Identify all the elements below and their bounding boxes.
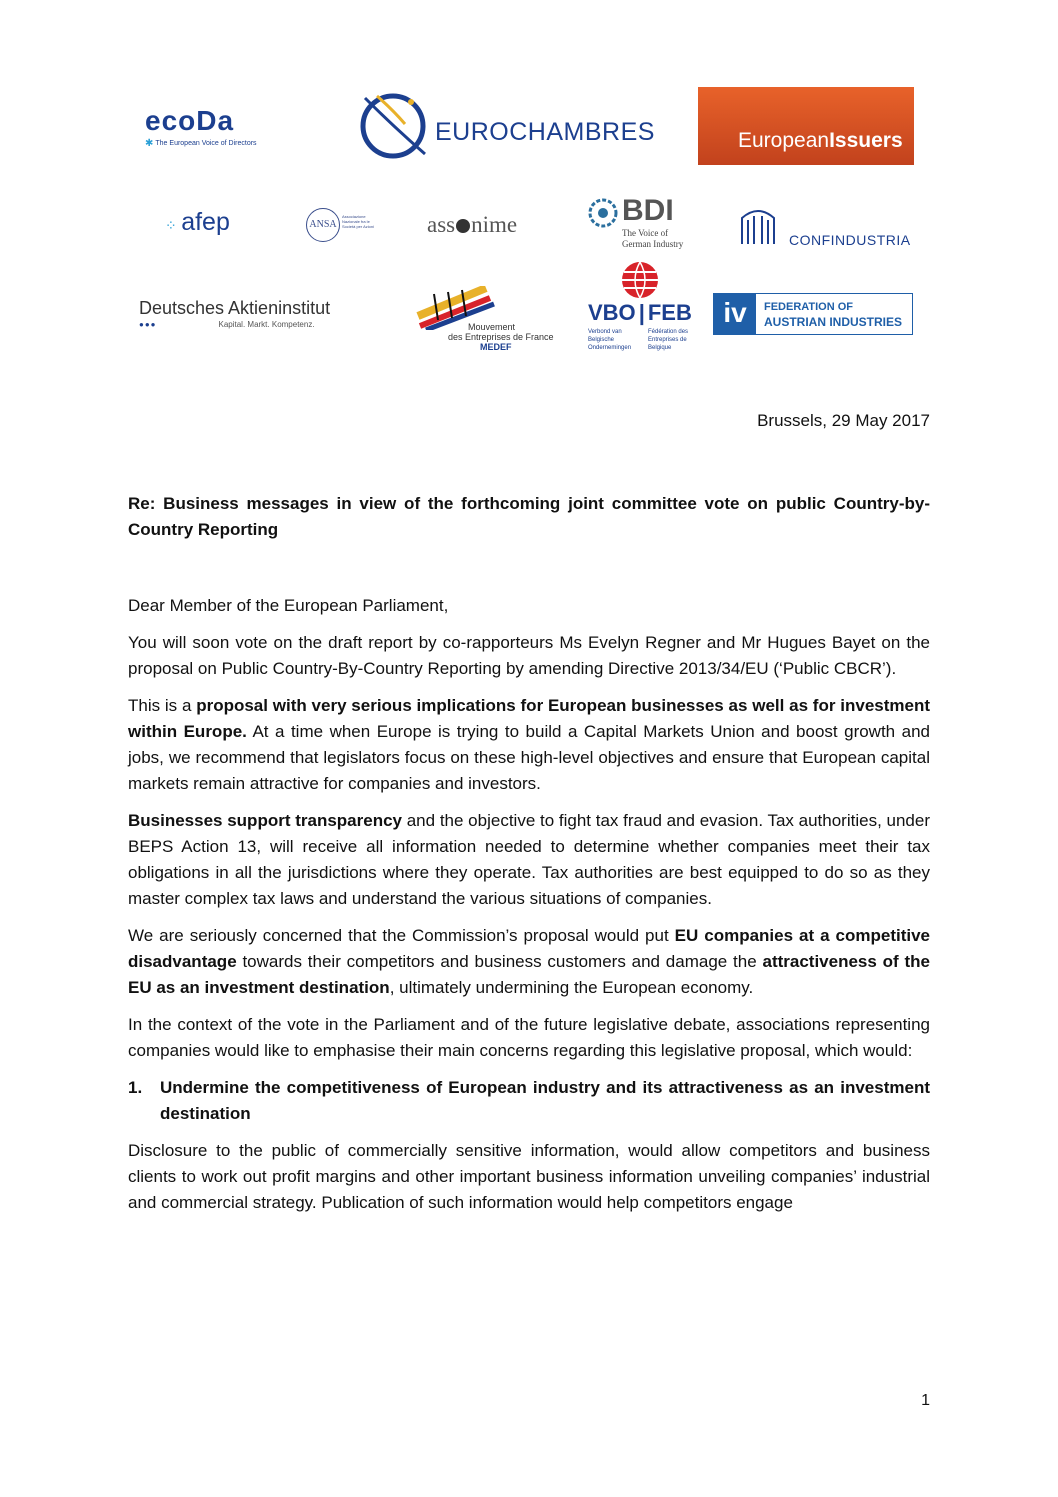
p4-text-c: towards their competitors and business customers and damage the: [236, 952, 763, 971]
iv-line1: FEDERATION OF: [764, 301, 854, 313]
europeanissuers-logo: [698, 87, 914, 165]
europeanissuers-part2: Issuers: [829, 129, 903, 152]
afep-logo: [165, 208, 255, 244]
iv-logo: [713, 293, 913, 335]
letter-date: Brussels, 29 May 2017: [757, 411, 930, 430]
medef-name: MEDEF: [480, 342, 512, 352]
paragraph-1: You will soon vote on the draft report by co-rapporteurs Ms Evelyn Regner and Mr Hugues Bayet on the proposal on Public Country-By-Country Reporting by amending Directive 2013/34/EU (‘Public CBCR’).: [128, 633, 930, 678]
assonime-part2: nime: [471, 212, 518, 237]
vbo-nl3: Ondernemingen: [588, 345, 632, 351]
section-heading-1: [128, 1075, 930, 1127]
iv-line2: AUSTRIAN INDUSTRIES: [764, 315, 903, 329]
afep-name: afep: [181, 208, 230, 236]
bdi-name: BDI: [622, 194, 674, 227]
section-number: 1.: [128, 1078, 143, 1097]
section-title: Undermine the competitiveness of European industry and its attractiveness as an investment destination: [160, 1078, 930, 1123]
paragraph-6: Disclosure to the public of commercially sensitive information, would allow competitors and business clients to work out profit margins and other important business information unveiling companies’ industrial and commercial strategy. Publication of such information would help competitors engage: [128, 1141, 930, 1212]
feb-fr2: Entreprises de: [648, 337, 687, 343]
vbo-name: VBO: [588, 300, 636, 325]
ecoda-logo: [145, 106, 265, 154]
feb-fr1: Fédération des: [648, 329, 689, 335]
medef-line1: Mouvement: [468, 322, 516, 332]
eurochambres-logo: [355, 88, 655, 160]
afep-dots-icon: ⁘: [165, 217, 177, 234]
dai-logo: [139, 298, 354, 330]
page-number: 1: [921, 1392, 930, 1409]
medef-logo: [416, 286, 556, 354]
salutation: Dear Member of the European Parliament,: [128, 596, 449, 615]
medef-line2: des Entreprises de France: [448, 332, 554, 342]
confindustria-logo: [736, 204, 916, 250]
confindustria-name: CONFINDUSTRIA: [789, 232, 911, 248]
p4-bold-b: EU companies at a competitive disadvantage: [128, 926, 930, 971]
star-icon: ✱: [145, 138, 154, 149]
eurochambres-name: EUROCHAMBRES: [435, 118, 655, 146]
vbo-nl2: Belgische: [588, 337, 615, 343]
feb-fr3: Belgique: [648, 345, 672, 351]
eurochambres-emblem-icon: [355, 88, 435, 160]
ansa-name: ANSA: [306, 208, 340, 242]
dai-dots-icon: ●●●: [139, 320, 157, 329]
iv-mark: iv: [714, 294, 756, 334]
p2-text-c: At a time when Europe is trying to build a Capital Markets Union and boost growth and jobs, we recommend that legislators focus on these high-level objectives and ensure that European capital markets remain attractive for companies and investors.: [128, 722, 930, 793]
bdi-emblem-icon: [588, 198, 618, 228]
assonime-o-icon: [456, 219, 470, 233]
paragraph-5: In the context of the vote in the Parliament and of the future legislative debate, associations representing companies would like to emphasise their main concerns regarding this legislative proposal, which would:: [128, 1015, 930, 1060]
ansa-logo: [306, 208, 376, 244]
ecoda-tagline: The European Voice of Directors: [155, 140, 257, 147]
paragraph-2: [128, 693, 930, 797]
feb-name: FEB: [647, 300, 692, 325]
p4-text-e: , ultimately undermining the European economy.: [389, 978, 754, 997]
dai-tagline: Kapital. Markt. Kompetenz.: [218, 320, 315, 329]
p4-text-a: We are seriously concerned that the Commission’s proposal would put: [128, 926, 675, 945]
p3-text: and the objective to fight tax fraud and evasion. Tax authorities, under BEPS Action 13, will receive all information needed to determine whether companies meet their tax obligations in all the jurisdictions where they operate. Tax authorities are best equipped to do so as they master complex tax laws and understand the various situations of companies.: [128, 811, 930, 908]
dai-name: Deutsches Aktieninstitut: [139, 298, 331, 318]
ecoda-name: ecoDa: [145, 105, 235, 136]
bdi-logo: [588, 194, 708, 254]
assonime-part1: ass: [427, 212, 456, 237]
paragraph-4: [128, 923, 930, 1001]
vbofeb-globe-icon: [620, 260, 660, 300]
p3-bold: Businesses support transparency: [128, 811, 402, 830]
vbo-nl1: Verbond van: [588, 329, 622, 335]
ansa-sub: Associazione Nazionale fra le Società per Azioni: [342, 214, 375, 229]
europeanissuers-part1: European: [738, 129, 830, 152]
letter-subject: Re: Business messages in view of the forthcoming joint committee vote on public Country-by-Country Reporting: [128, 494, 930, 539]
confindustria-emblem-icon: [736, 204, 780, 248]
vbofeb-logo: VBO | FEB Verbond van Belgische Ondernemingen Fédération des Entreprises de Belgique: [588, 260, 698, 368]
p2-text-a: This is a: [128, 696, 197, 715]
assonime-logo: [427, 212, 547, 242]
letter-body: [128, 593, 930, 1227]
p2-bold: proposal with very serious implications for European businesses as well as for investment within Europe.: [128, 696, 930, 741]
paragraph-3: [128, 808, 930, 912]
bdi-sub1: The Voice of: [622, 228, 669, 238]
bdi-sub2: German Industry: [622, 239, 684, 249]
p4-bold-d: attractiveness of the EU as an investment destination: [128, 952, 930, 997]
